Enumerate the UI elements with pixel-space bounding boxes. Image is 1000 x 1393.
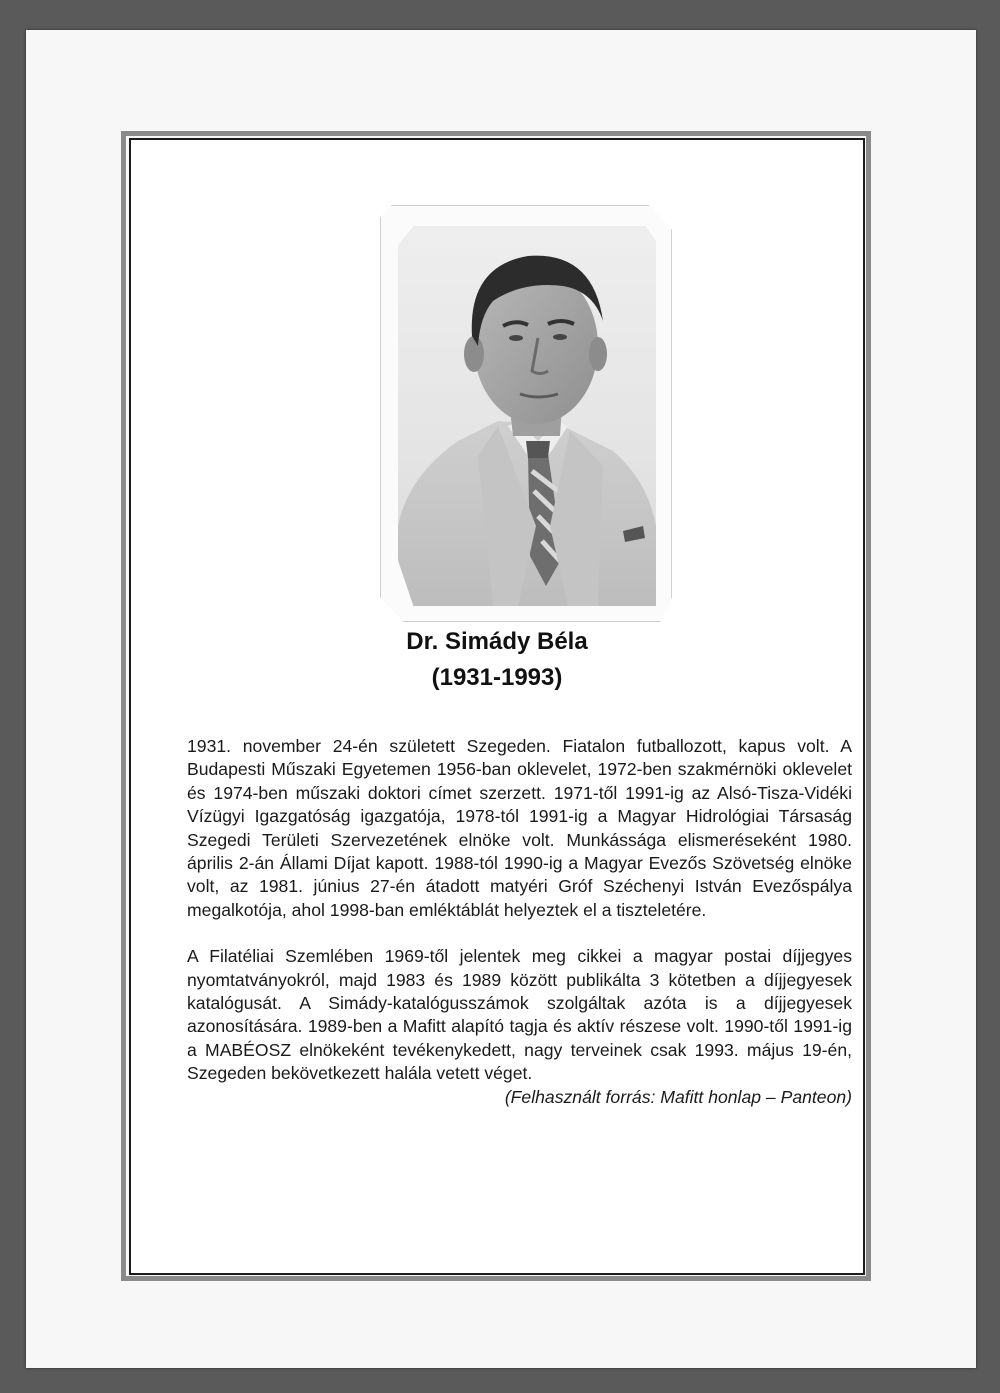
source-citation: (Felhasznált forrás: Mafitt honlap – Panteon) <box>504 1086 852 1107</box>
biography <box>187 735 852 1109</box>
portrait-photo <box>398 226 656 606</box>
portrait-illustration <box>398 226 656 606</box>
person-name: Dr. Simády Béla <box>406 628 588 655</box>
biography-paragraph-1: 1931. november 24-én született Szegeden. Fiatalon futballozott, kapus volt. A Budapesti Műszaki Egyetemen 1956-ban oklevelet, 1972-ben szakmérnöki oklevelet és 1974-ben műszaki doktori címet szerzett. 1971-től 1991-ig az Alsó-Tisza-Vidéki Vízügyi Igazgatóság igazgatója, 1978-tól 1991-ig a Magyar Hidrológiai Társaság Szegedi Területi Szervezetének elnöke volt. Munkássága elismeréseként 1980. április 2-án Állami Díjat kapott. 1988-tól 1990-ig a Magyar Evezős Szövetség elnöke volt, az 1981. június 27-én átadott matyéri Gróf Széchenyi István Evezőspálya megalkotója, ahol 1998-ban emléktáblát helyeztek el a tiszteletére. <box>187 736 852 920</box>
life-years: (1931-1993) <box>431 664 563 691</box>
biography-paragraph-2: A Filatéliai Szemlében 1969-től jelentek meg cikkei a magyar postai díjjegyes nyomtatványokról, majd 1983 és 1989 között publikálta 3 kötetben a díjjegyesek katalógusát. A Simády-katalógusszámok szolgáltak azóta is a díjjegyesek azonosítására. 1989-ben a Mafitt alapító tagja és aktív részese volt. 1990-től 1991-ig a MABÉOSZ elnökeként tevékenykedett, nagy terveinek csak 1993. május 19-én, Szegeden bekövetkezett halála vetett véget. <box>187 946 852 1084</box>
